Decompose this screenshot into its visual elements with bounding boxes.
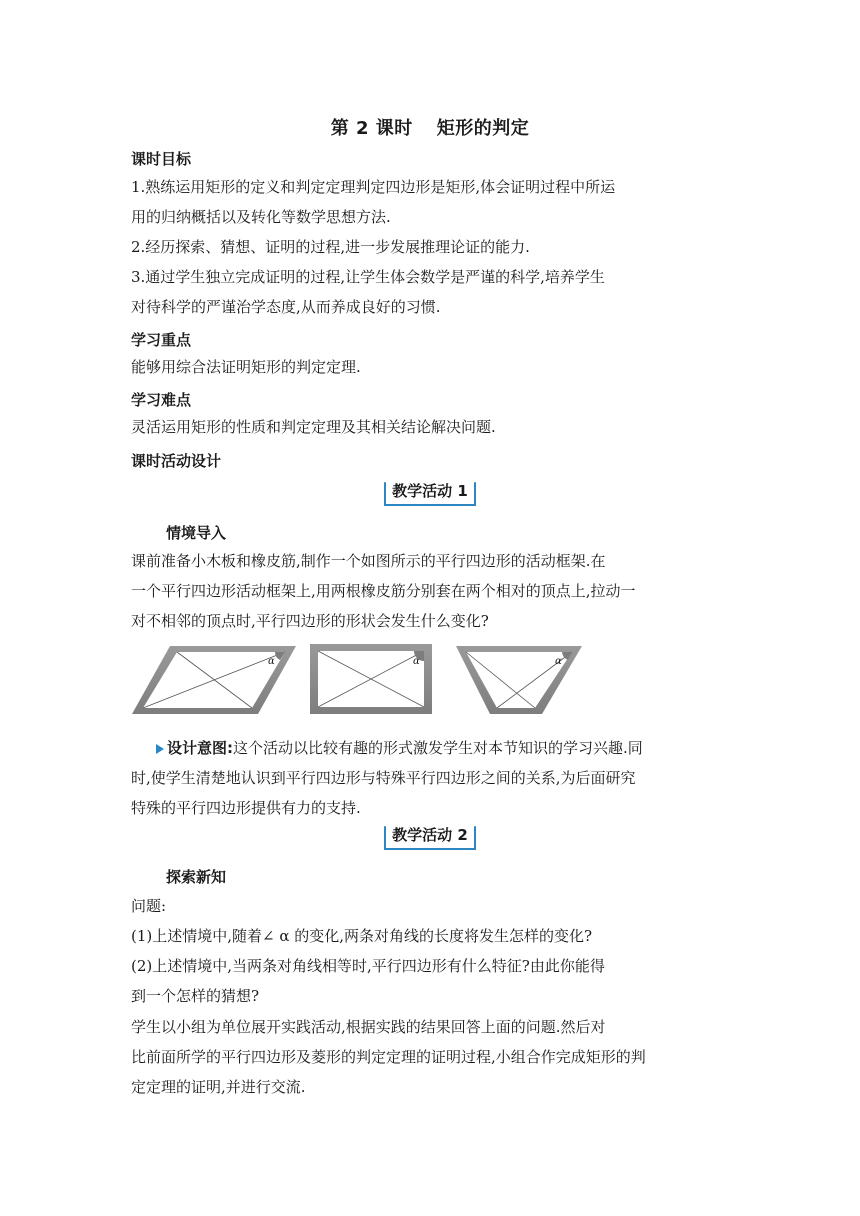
alpha-label-3: α	[555, 656, 562, 667]
focus-text: 能够用综合法证明矩形的判定定理.	[131, 358, 361, 376]
question-2-line-2: 到一个怎样的猜想?	[131, 987, 260, 1005]
activity-2-subheading: 探索新知	[166, 868, 227, 886]
activity-1-subheading: 情境导入	[166, 524, 227, 542]
design-intent-label: 设计意图:	[167, 739, 233, 757]
design-heading: 课时活动设计	[131, 452, 222, 470]
activity-2-label: 教学活动 2	[392, 826, 468, 844]
activity-1-badge	[384, 478, 476, 508]
difficulty-heading: 学习难点	[131, 391, 192, 409]
activity-2-badge	[384, 822, 476, 852]
question-2-line-1: (2)上述情境中,当两条对角线相等时,平行四边形有什么特征?由此你能得	[131, 957, 605, 975]
frame-parallelogram-left	[132, 646, 296, 714]
goal-2: 2.经历探索、猜想、证明的过程,进一步发展推理论证的能力.	[131, 238, 530, 256]
lesson-number: 第 2 课时	[330, 118, 413, 139]
difficulty-text: 灵活运用矩形的性质和判定定理及其相关结论解决问题.	[131, 418, 496, 436]
frame-parallelogram-right	[456, 646, 582, 714]
focus-heading: 学习重点	[131, 331, 192, 349]
goal-1-line-2: 用的归纳概括以及转化等数学思想方法.	[131, 208, 391, 226]
frames-illustration	[130, 640, 730, 720]
activity-2-text-line-1: 学生以小组为单位展开实践活动,根据实践的结果回答上面的问题.然后对	[131, 1018, 606, 1036]
alpha-label-1: α	[268, 656, 275, 667]
goal-3-line-2: 对待科学的严谨治学态度,从而养成良好的习惯.	[131, 298, 441, 316]
question-label: 问题:	[131, 897, 167, 915]
design-intent-line-3: 特殊的平行四边形提供有力的支持.	[131, 799, 361, 817]
design-intent-line-1: 设计意图:这个活动以比较有趣的形式激发学生对本节知识的学习兴趣.同	[131, 733, 731, 763]
activity-1-text-line-2: 一个平行四边形活动框架上,用两根橡皮筋分别套在两个相对的顶点上,拉动一	[131, 582, 636, 600]
goals-heading: 课时目标	[131, 150, 192, 168]
page-title	[0, 114, 860, 140]
goal-3-line-1: 3.通过学生独立完成证明的过程,让学生体会数学是严谨的科学,培养学生	[131, 268, 605, 286]
activity-1-text-line-3: 对不相邻的顶点时,平行四边形的形状会发生什么变化?	[131, 612, 489, 630]
activity-2-text-line-2: 比前面所学的平行四边形及菱形的判定定理的证明过程,小组合作完成矩形的判	[131, 1048, 646, 1066]
design-intent-line-2: 时,使学生清楚地认识到平行四边形与特殊平行四边形之间的关系,为后面研究	[131, 769, 636, 787]
goal-1-line-1: 1.熟练运用矩形的定义和判定定理判定四边形是矩形,体会证明过程中所运	[131, 178, 616, 196]
alpha-label-2: α	[413, 656, 420, 667]
activity-1-label: 教学活动 1	[392, 482, 468, 500]
activity-1-text-line-1: 课前准备小木板和橡皮筋,制作一个如图所示的平行四边形的活动框架.在	[131, 552, 606, 570]
lesson-topic: 矩形的判定	[436, 118, 530, 139]
frame-rectangle-middle	[310, 644, 432, 714]
activity-2-text-line-3: 定定理的证明,并进行交流.	[131, 1078, 306, 1096]
play-triangle-icon	[156, 744, 164, 754]
question-1: (1)上述情境中,随着∠ α 的变化,两条对角线的长度将发生怎样的变化?	[131, 927, 593, 945]
frame-figures	[130, 640, 730, 720]
